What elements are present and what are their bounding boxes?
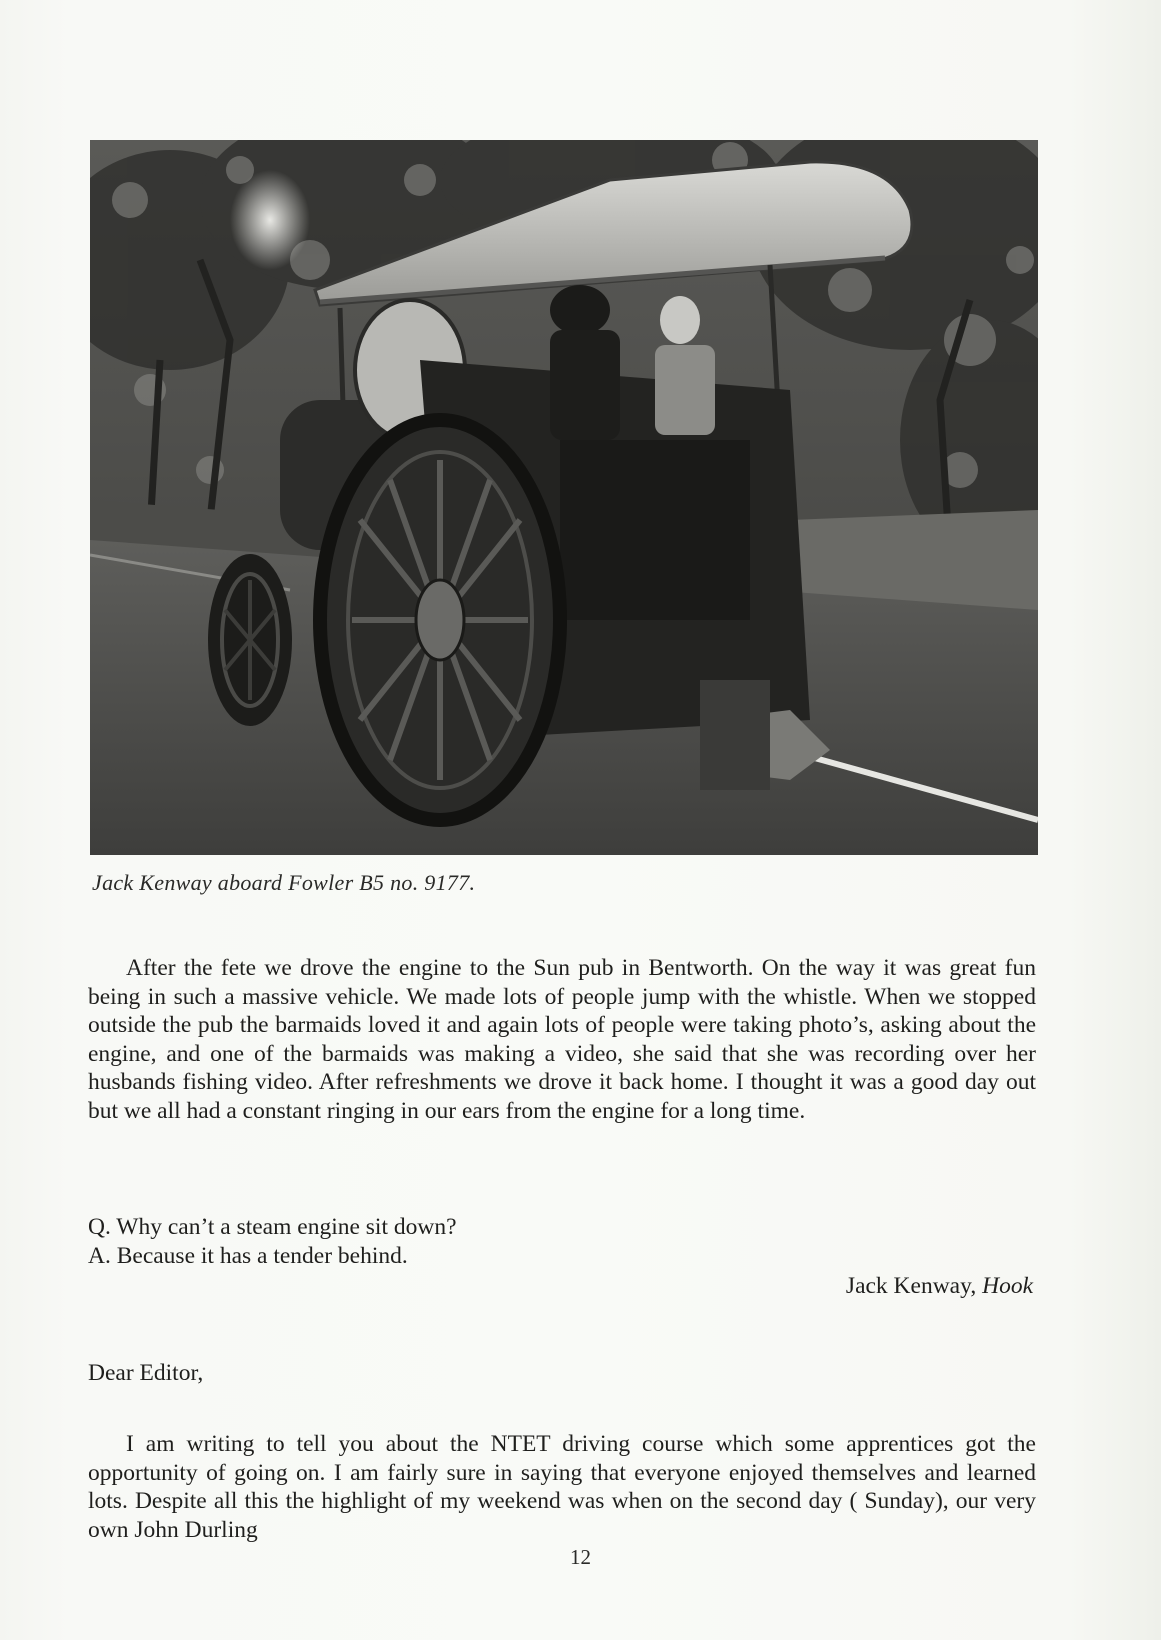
photo-caption: Jack Kenway aboard Fowler B5 no. 9177. [92,870,476,895]
letter-signature [846,1272,1033,1301]
signature-name: Jack Kenway, [845,1273,983,1299]
joke-answer: A. Because it has a tender behind. [88,1243,408,1269]
joke-question: Q. Why can’t a steam engine sit down? [88,1214,457,1240]
steam-engine-photo [90,140,1038,855]
second-letter-paragraph: I am writing to tell you about the NTET driving course which some apprentices got the opportunity of going on. I am fairly sure in saying that everyone enjoyed themselves and learned lots. Despite all this the highlight of my weekend was when on the second day ( Sunday), our very own John Durling [88,1431,1036,1543]
signature-place: Hook [982,1273,1033,1299]
letter-salutation: Dear Editor, [88,1360,204,1386]
page-number: 12 [570,1545,591,1569]
letter-body-paragraph: After the fete we drove the engine to the Sun pub in Bentworth. On the way it was great fun being in such a massive vehicle. We made lots of people jump with the whistle. When we stopped outside the pub the barmaids loved it and again lots of people were taking photo’s, asking about the engine, and one of the barmaids was making a video, she said that she was recording over her husbands fishing video. After refreshments we drove it back home. I thought it was a good day out but we all had a constant ringing in our ears from the engine for a long time. [88,955,1036,1124]
